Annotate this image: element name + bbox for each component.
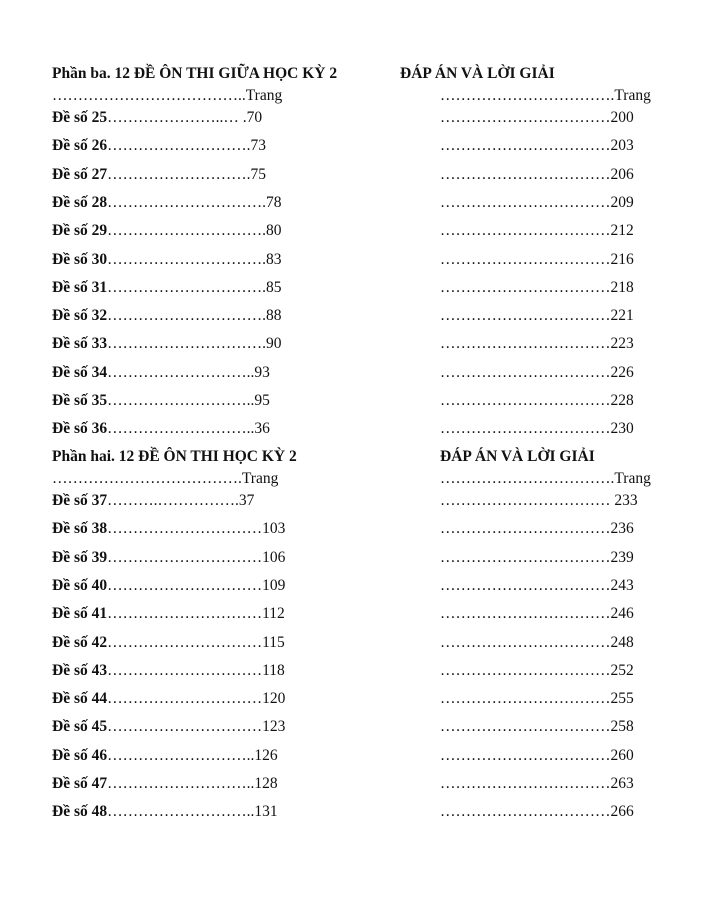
entry-leader-dots: ……………………….. [107, 803, 255, 820]
entry-page-number: 131 [254, 803, 278, 820]
entry-page-number: 95 [254, 392, 270, 409]
answer-page-entry: ……………………………203 [440, 137, 634, 154]
entry-label: Đề số 45 [52, 718, 108, 735]
entry-label: Đề số 25 [52, 109, 108, 126]
entry-page-number: 115 [262, 634, 285, 651]
answer-page-entry: ……………………………200 [440, 109, 634, 126]
answer-page-entry: ……………………………209 [440, 194, 634, 211]
entry-page-number: 109 [262, 577, 286, 594]
entry-leader-dots: ………………………… [107, 605, 263, 622]
entry-leader-dots: ………………………… [107, 520, 263, 537]
trang-label: ……………………………….Trang [52, 470, 279, 487]
toc-entry [52, 747, 278, 765]
entry-leader-dots: ………………………… [107, 634, 263, 651]
answer-page-entry: ……………………………218 [440, 279, 634, 296]
entry-page-number: 103 [262, 520, 286, 537]
toc-entry [52, 137, 266, 155]
entry-page-number: 106 [262, 549, 286, 566]
section-heading: Phần hai. 12 ĐỀ ÔN THI HỌC KỲ 2 [52, 448, 297, 465]
entry-leader-dots: …………………………. [107, 251, 266, 268]
toc-entry [52, 279, 281, 297]
toc-entry [52, 109, 262, 127]
entry-page-number: 88 [265, 307, 282, 324]
entry-leader-dots: ……………………….. [107, 392, 255, 409]
entry-leader-dots: ……………………….. [107, 364, 255, 381]
toc-entry [52, 335, 281, 353]
entry-label: Đề số 26 [52, 137, 108, 154]
entry-label: Đề số 44 [52, 690, 108, 707]
entry-label: Đề số 30 [52, 251, 108, 268]
entry-page-number: 120 [262, 690, 286, 707]
entry-leader-dots: …………………………. [107, 307, 266, 324]
entry-label: Đề số 37 [52, 492, 108, 509]
entry-page-number: 70 [246, 109, 263, 126]
answer-page-entry: ……………………………260 [440, 747, 634, 764]
toc-entry [52, 222, 281, 240]
entry-label: Đề số 28 [52, 194, 108, 211]
toc-entry [52, 194, 281, 212]
answer-page-entry: ……………………………252 [440, 662, 634, 679]
answer-page-entry: ……………………………216 [440, 251, 634, 268]
entry-leader-dots: ………………………… [107, 577, 263, 594]
entry-leader-dots: ……….……………. [107, 492, 239, 509]
entry-page-number: 118 [262, 662, 285, 679]
toc-entry [52, 662, 285, 680]
entry-label: Đề số 38 [52, 520, 108, 537]
answer-page-entry: ……………………………266 [440, 803, 634, 820]
entry-label: Đề số 48 [52, 803, 108, 820]
answer-page-entry: ……………………………221 [440, 307, 634, 324]
answer-page-entry: ……………………………239 [440, 549, 634, 566]
entry-leader-dots: …………………………. [107, 335, 266, 352]
entry-label: Đề số 46 [52, 747, 108, 764]
toc-entry [52, 718, 285, 736]
answer-heading: ĐÁP ÁN VÀ LỜI GIẢI [440, 448, 595, 465]
toc-entry [52, 690, 285, 708]
entry-page-number: 93 [254, 364, 270, 381]
answer-page-entry: ……………………………248 [440, 634, 634, 651]
entry-label: Đề số 47 [52, 775, 108, 792]
answer-page-entry: …………………………… 233 [440, 492, 638, 509]
answer-page-entry: ……………………………263 [440, 775, 634, 792]
entry-label: Đề số 42 [52, 634, 108, 651]
entry-leader-dots: ………………………. [107, 166, 251, 183]
answer-page-entry: ……………………………243 [440, 577, 634, 594]
entry-label: Đề số 34 [52, 364, 108, 381]
entry-label: Đề số 27 [52, 166, 108, 183]
entry-page-number: 90 [265, 335, 282, 352]
answer-page-entry: ……………………………226 [440, 364, 634, 381]
entry-leader-dots: ………………………… [107, 549, 263, 566]
entry-label: Đề số 41 [52, 605, 108, 622]
entry-label: Đề số 39 [52, 549, 108, 566]
toc-entry [52, 364, 270, 382]
answer-page-entry: ……………………………236 [440, 520, 634, 537]
entry-page-number: 112 [262, 605, 285, 622]
entry-leader-dots: ……………………….. [107, 747, 255, 764]
entry-leader-dots: ………………………… [107, 690, 263, 707]
entry-label: Đề số 31 [52, 279, 108, 296]
entry-leader-dots: ……………………….. [107, 420, 255, 437]
trang-label: …………………………….Trang [440, 470, 651, 487]
toc-entry [52, 803, 278, 821]
entry-page-number: 75 [250, 166, 266, 183]
entry-page-number: 126 [254, 747, 278, 764]
entry-page-number: 123 [262, 718, 286, 735]
toc-entry [52, 492, 254, 510]
toc-entry [52, 775, 278, 793]
answer-page-entry: ……………………………212 [440, 222, 634, 239]
toc-entry [52, 605, 285, 623]
answer-heading: ĐÁP ÁN VÀ LỜI GIẢI [400, 65, 555, 82]
toc-entry [52, 549, 285, 567]
toc-entry [52, 392, 270, 410]
entry-page-number: 78 [265, 194, 282, 211]
answer-page-entry: ……………………………246 [440, 605, 634, 622]
entry-label: Đề số 33 [52, 335, 108, 352]
entry-leader-dots: ………………………… [107, 718, 263, 735]
entry-label: Đề số 40 [52, 577, 108, 594]
entry-leader-dots: ………………………. [107, 137, 251, 154]
toc-entry [52, 577, 285, 595]
entry-leader-dots: …………………………. [107, 194, 266, 211]
toc-entry [52, 634, 285, 652]
entry-page-number: 80 [265, 222, 282, 239]
entry-label: Đề số 32 [52, 307, 108, 324]
entry-page-number: 85 [265, 279, 282, 296]
entry-leader-dots: ………………………… [107, 662, 263, 679]
answer-page-entry: ……………………………228 [440, 392, 634, 409]
section-heading: Phần ba. 12 ĐỀ ÔN THI GIỮA HỌC KỲ 2 [52, 65, 338, 82]
entry-page-number: 128 [254, 775, 278, 792]
entry-label: Đề số 43 [52, 662, 108, 679]
trang-label: …………………………….Trang [440, 87, 651, 104]
answer-page-entry: ……………………………223 [440, 335, 634, 352]
answer-page-entry: ……………………………230 [440, 420, 634, 437]
toc-entry [52, 166, 266, 184]
trang-label: ………………………………..Trang [52, 87, 283, 104]
entry-label: Đề số 29 [52, 222, 108, 239]
toc-entry [52, 420, 270, 438]
answer-page-entry: ……………………………258 [440, 718, 634, 735]
entry-leader-dots: …………………………. [107, 222, 266, 239]
entry-leader-dots: …………………………. [107, 279, 266, 296]
entry-page-number: 83 [265, 251, 282, 268]
toc-entry [52, 251, 281, 269]
toc-entry [52, 307, 281, 325]
entry-label: Đề số 36 [52, 420, 108, 437]
entry-leader-dots: ……………………….. [107, 775, 255, 792]
answer-page-entry: ……………………………206 [440, 166, 634, 183]
entry-label: Đề số 35 [52, 392, 108, 409]
entry-page-number: 37 [238, 492, 255, 509]
entry-page-number: 73 [250, 137, 266, 154]
entry-page-number: 36 [254, 420, 270, 437]
entry-leader-dots: …………………..… . [107, 109, 247, 126]
toc-entry [52, 520, 285, 538]
answer-page-entry: ……………………………255 [440, 690, 634, 707]
